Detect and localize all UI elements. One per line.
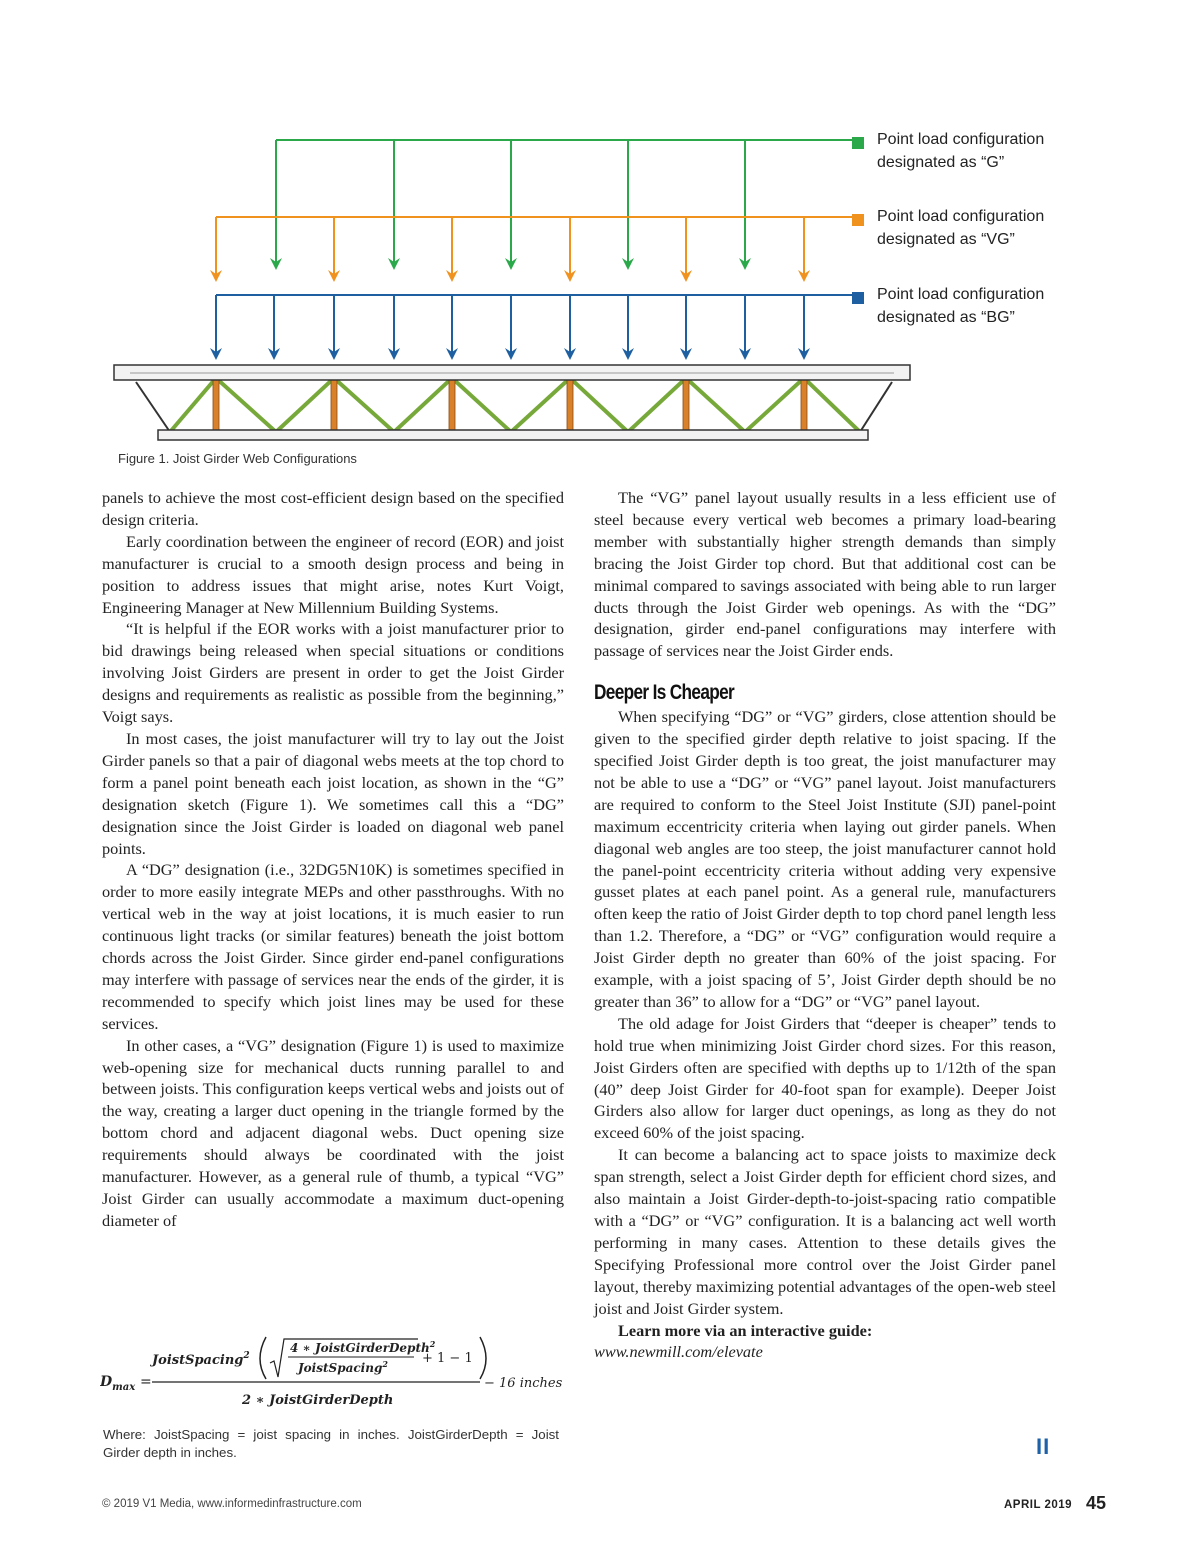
- truss-diagonal-web: [628, 378, 686, 432]
- formula-inner-num: 4 ∗ JoistGirderDepth$^2$: [290, 1339, 436, 1355]
- learn-more-text: Learn more via an interactive guide:: [618, 1320, 873, 1340]
- truss-diagonal-web: [745, 378, 804, 432]
- formula-paren-left: [260, 1337, 266, 1379]
- truss-vertical-web: [683, 375, 689, 433]
- learn-more-link[interactable]: www.newmill.com/elevate: [594, 1342, 763, 1362]
- paragraph: The old adage for Joist Girders that “deeper is cheaper” tends to hold true when minimizing Joist Girder chord sizes. For this reason, Joist Girders often are specified with depths up to 1/12th of the span (40” deep Joist Girder for 40-foot span for example). Deeper Joist Girders also allow for larger duct openings, as long as they do not exceed 60% of the joist spacing.: [594, 1013, 1056, 1143]
- section-heading: Deeper Is Cheaper: [594, 681, 735, 705]
- paragraph: “It is helpful if the EOR works with a joist manufacturer prior to bid drawings being released when special situations or conditions involving Joist Girders are present in order to get the Joist Girder designs and requirements as realistic as possible from the beginning,” Voigt says.: [102, 619, 564, 727]
- truss-diagonal-web: [511, 378, 570, 432]
- formula-lhs: $D_{max}$: [100, 1374, 136, 1393]
- paragraph: Early coordination between the engineer of record (EOR) and joist manufacturer is crucial to a smooth design process and being in position to address issues that might arise, notes Kurt Voigt, Engineering Manager at New Millennium Building Systems.: [102, 531, 564, 617]
- footer-copyright: © 2019 V1 Media, www.informedinfrastructure.com: [102, 1498, 362, 1510]
- formula-inner-den: JoistSpacing$^2$: [298, 1359, 388, 1375]
- formula-where-note: Where: JoistSpacing = joist spacing in inches. JoistGirderDepth = Joist Girder depth in inches.: [103, 1427, 559, 1460]
- truss-diagonal-web: [170, 378, 216, 432]
- formula-plus-minus: + 1 − 1: [422, 1351, 473, 1366]
- truss-vertical-web: [213, 375, 219, 433]
- legend-swatch-bg: [852, 292, 864, 304]
- vg-load-arrows: [210, 217, 852, 282]
- legend-g-line1: Point load configuration: [877, 131, 1045, 148]
- legend-vg-line1: Point load configuration: [877, 208, 1045, 225]
- truss-vertical-web: [331, 375, 337, 433]
- truss-diagonal-web: [334, 378, 394, 432]
- formula-paren-right: [480, 1337, 486, 1379]
- legend-swatch-g: [852, 137, 864, 149]
- article-right-column: [594, 487, 1056, 1363]
- formula-spacing: JoistSpacing$^2$: [152, 1351, 250, 1368]
- truss: [114, 365, 910, 440]
- paragraph: In other cases, a “VG” designation (Figure 1) is used to maximize web-opening size for mechanical ducts running parallel to and between joists. This configuration keeps vertical webs and joists out of the way, creating a larger duct opening in the triangle formed by the bottom chord and adjacent diagonal webs. Duct opening size requirements should always be coordinated with the joist manufacturer. However, as a general rule of thumb, a typical “VG” Joist Girder can usually accommodate a maximum duct-opening diameter of: [102, 1035, 564, 1230]
- truss-vertical-web: [567, 375, 573, 433]
- formula-equals: =: [140, 1374, 152, 1390]
- truss-diagonal-web: [570, 378, 628, 432]
- bg-load-arrows: [210, 295, 852, 360]
- footer-page-number: 45: [1086, 1493, 1107, 1513]
- legend-bg-line1: Point load configuration: [877, 286, 1045, 303]
- truss-diagonal-web: [216, 378, 276, 432]
- paragraph: The “VG” panel layout usually results in a less efficient use of steel because every vertical web becomes a primary load-bearing member with substantially higher strength demands than simply bracing the Joist Girder top chord. But that additional cost can be minimal compared to savings associated with being able to run larger ducts through the Joist Girder web openings. As with the “DG” designation, girder end-panel configurations may interfere with passage of services near the Joist Girder ends.: [594, 488, 1056, 661]
- truss-diagonal-web: [804, 378, 860, 432]
- paragraph: When specifying “DG” or “VG” girders, close attention should be given to the specified girder depth relative to joist spacing. If the specified Joist Girder depth is too great, the joist manufacturer may not be able to use a “DG” or “VG” panel layout. Joist manufacturers are required to conform to the Steel Joist Institute (SJI) panel-point maximum eccentricity criteria when laying out girder panels. When diagonal web angles are too steep, the joist manufacturer cannot hold the panel-point eccentricity criteria without adding very expensive gusset plates at each panel point. As a general rule, manufacturers often keep the ratio of Joist Girder depth to top chord panel length less than 1.2. Therefore, a “DG” or “VG” configuration would require a Joist Girder depth no greater than 60% of the joist spacing. For example, with a joist spacing of 5’, Joist Girder depth should be no greater than 36” to allow for a “DG” or “VG” panel layout.: [594, 707, 1056, 1011]
- g-load-arrows: [270, 140, 852, 270]
- article-left-column: [102, 487, 564, 1232]
- paragraph: panels to achieve the most cost-efficient design based on the specified design criteria.: [102, 488, 564, 529]
- paragraph: A “DG” designation (i.e., 32DG5N10K) is sometimes specified in order to more easily integrate MEPs and other passthroughs. With no vertical web in the way at joist locations, it is much easier to run continuous light tracks (or similar features) beneath the joist bottom chords across the Joist Girder. Since girder end-panel configurations may interfere with passage of services near the ends of the girder, it is recommended to specify which joist lines may be used for these services.: [102, 860, 564, 1033]
- legend-g-line2: designated as “G”: [877, 154, 1005, 171]
- truss-end-web: [860, 382, 892, 432]
- truss-diagonal-web: [686, 378, 745, 432]
- truss-diagonal-web: [394, 378, 452, 432]
- truss-vertical-web: [801, 375, 807, 433]
- truss-vertical-web: [449, 375, 455, 433]
- legend-swatch-vg: [852, 214, 864, 226]
- truss-diagonal-web: [276, 378, 334, 432]
- end-mark-logo: II: [1036, 1434, 1051, 1459]
- paragraph: It can become a balancing act to space joists to maximize deck span strength, select a Joist Girder depth for efficient chord sizes, and also maintain a Joist Girder-depth-to-joist-spacing ratio compatible with a “DG” or “VG” configuration. It is a balancing act well worth performing in many cases. Attention to these details gives the Specifying Professional more control over the Joist Girder panel layout, thereby maximizing potential advantages of the open-web steel joist and Joist Girder system.: [594, 1145, 1056, 1318]
- dmax-formula: [100, 1325, 570, 1415]
- figure-caption: Figure 1. Joist Girder Web Configurations: [118, 451, 357, 466]
- formula-denominator: 2 ∗ JoistGirderDepth: [242, 1393, 394, 1408]
- truss-diagonal-web: [452, 378, 511, 432]
- paragraph: In most cases, the joist manufacturer will try to lay out the Joist Girder panels so that a pair of diagonal webs meets at the top chord to form a panel point beneath each joist location, as shown in the “G” designation sketch (Figure 1). We sometimes call this a “DG” designation since the Joist Girder is loaded on diagonal web panel points.: [102, 728, 564, 858]
- truss-bottom-chord: [158, 430, 868, 440]
- formula-tail: − 16 inches: [484, 1376, 563, 1391]
- legend-bg-line2: designated as “BG”: [877, 309, 1015, 326]
- truss-end-web: [136, 382, 170, 432]
- footer-issue-date: APRIL 2019: [1004, 1499, 1073, 1511]
- legend-vg-line2: designated as “VG”: [877, 231, 1015, 248]
